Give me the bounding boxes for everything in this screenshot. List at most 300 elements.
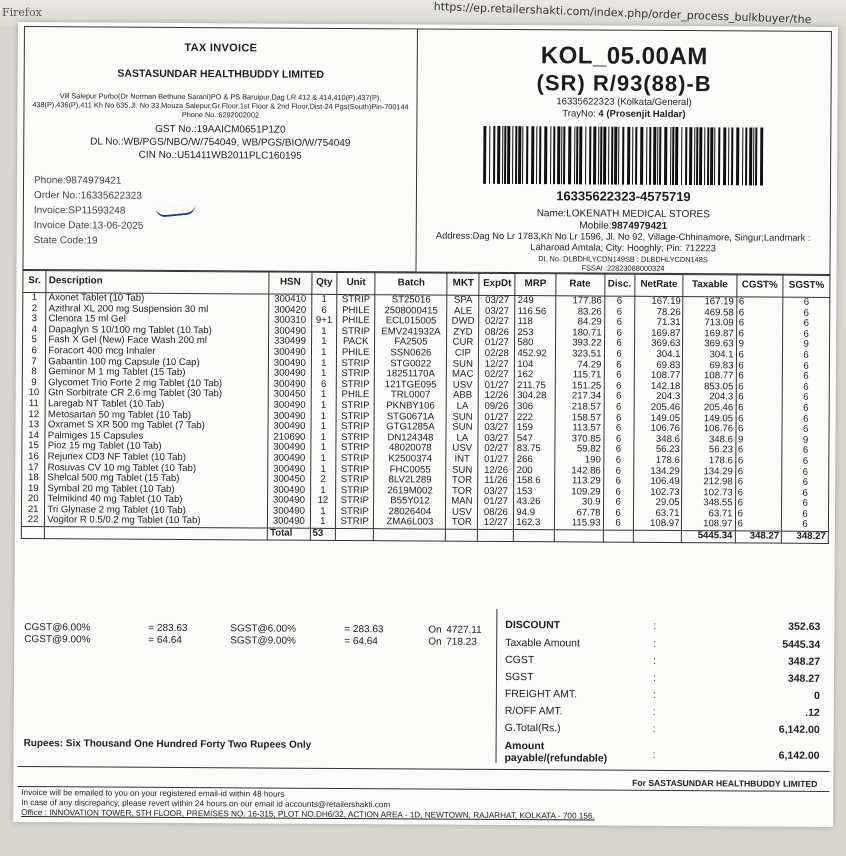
table-cell: FHC0055 xyxy=(374,465,446,476)
table-cell: 6 xyxy=(783,361,830,372)
buyer-mobile-value: 9874979421 xyxy=(611,220,668,232)
total-cell xyxy=(478,529,514,541)
table-cell: 63.71 xyxy=(682,509,735,520)
totals-row xyxy=(505,671,820,689)
barcode-bar xyxy=(593,127,596,185)
table-cell: 330499 xyxy=(269,337,312,348)
table-cell: 63.71 xyxy=(633,509,682,520)
table-cell: 300490 xyxy=(268,422,311,433)
table-cell: B55Y012 xyxy=(374,496,446,507)
table-cell: 12/27 xyxy=(479,359,515,370)
table-cell: 300490 xyxy=(268,496,311,507)
table-cell: 67.78 xyxy=(554,508,603,519)
totals-value: .12 xyxy=(805,706,820,719)
barcode-bar xyxy=(755,128,757,186)
column-header: CGST% xyxy=(736,275,783,297)
table-cell: 6 xyxy=(604,381,634,392)
table-cell: 6 xyxy=(735,477,782,488)
table-cell: 02/28 xyxy=(479,349,515,360)
table-cell: 1 xyxy=(310,464,336,475)
table-cell: 69.83 xyxy=(634,360,683,371)
table-cell: 6 xyxy=(603,466,633,477)
totals-value: 352.63 xyxy=(788,620,821,633)
column-header: Unit xyxy=(337,272,375,294)
barcode-bar xyxy=(614,127,617,185)
table-cell: 853.05 xyxy=(683,382,736,393)
table-cell: GTG1285A xyxy=(374,422,446,433)
barcode-bar xyxy=(515,126,517,184)
table-cell: 1 xyxy=(311,358,337,369)
tax-summary-cgst-label: CGST@9.00% xyxy=(24,634,91,646)
barcode-bar xyxy=(561,126,562,184)
table-cell: 84.29 xyxy=(555,317,604,328)
table-cell: 6 xyxy=(782,488,829,499)
tray-number xyxy=(417,107,830,121)
barcode-bar xyxy=(553,126,555,184)
totals-value: 348.27 xyxy=(787,655,821,668)
totals-label: SGST xyxy=(504,670,534,684)
table-cell: 02/27 xyxy=(479,317,515,328)
table-cell: 153 xyxy=(514,487,554,498)
table-cell: 348.6 xyxy=(634,434,683,445)
barcode-bar xyxy=(512,126,513,184)
totals-colon: : xyxy=(652,671,656,684)
table-cell: 102.73 xyxy=(682,488,735,499)
table-cell: 348.6 xyxy=(682,435,735,446)
barcode-bar xyxy=(723,127,726,185)
buyer-dl: DL No.:DLBDHLYCDN149SB : DLBDHLYCDN148S xyxy=(538,254,708,265)
invoice-number: Invoice:SP11593248 xyxy=(33,205,126,217)
table-cell: 167.19 xyxy=(683,297,736,308)
barcode-bar xyxy=(497,126,500,184)
column-header: Qty xyxy=(311,272,337,294)
table-cell: 6 xyxy=(736,414,783,425)
table-cell: STRIP xyxy=(336,464,374,475)
pen-underline xyxy=(155,204,196,218)
table-cell: 108.77 xyxy=(634,371,683,382)
table-cell: 6 xyxy=(603,455,633,466)
totals-label: G.Total(Rs.) xyxy=(504,721,561,735)
table-cell: 69.83 xyxy=(683,361,736,372)
barcode-bar xyxy=(670,127,671,185)
tax-summary-sgst-label: SGST@9.00% xyxy=(230,635,296,647)
table-cell: 17 xyxy=(22,463,45,474)
total-cell xyxy=(554,530,603,542)
barcode-bar xyxy=(742,127,743,185)
table-cell: STRIP xyxy=(336,359,374,370)
table-cell: STRIP xyxy=(336,380,374,391)
table-cell: 48020078 xyxy=(374,443,446,454)
barcode-bar xyxy=(526,126,528,184)
table-cell: 106.49 xyxy=(633,477,682,488)
table-cell: 6 xyxy=(783,372,830,383)
table-cell: STRIP xyxy=(336,486,374,497)
table-cell: 142.86 xyxy=(554,466,603,477)
table-cell: 300490 xyxy=(268,443,311,454)
table-cell: 08/26 xyxy=(479,328,515,339)
table-cell: 300490 xyxy=(268,464,311,475)
table-cell: 28026404 xyxy=(374,507,446,518)
table-cell: 12/27 xyxy=(478,518,514,529)
totals-row xyxy=(504,739,820,765)
barcode-bar xyxy=(563,126,565,184)
table-cell: Axonet Tablet (10 Tab) xyxy=(46,293,269,305)
table-cell: Azithral XL 200 mg Suspension 30 ml xyxy=(46,304,269,316)
table-cell: 6 xyxy=(736,403,783,414)
table-cell: SUN xyxy=(446,465,478,476)
table-cell: 304.28 xyxy=(515,391,555,402)
table-cell: 6 xyxy=(736,382,783,393)
table-cell: 300450 xyxy=(268,475,311,486)
column-header: Sr. xyxy=(23,271,46,293)
table-cell: 204.3 xyxy=(683,392,736,403)
table-cell: 142.18 xyxy=(634,382,683,393)
barcode-bar xyxy=(635,127,637,185)
barcode-bar xyxy=(557,126,560,184)
table-cell: Geminor M 1 mg Tablet (15 Tab) xyxy=(46,367,269,379)
barcode-bar xyxy=(603,127,606,185)
table-cell: K2500374 xyxy=(374,454,446,465)
table-cell: PACK xyxy=(337,337,375,348)
table-cell: 6 xyxy=(735,467,782,478)
order-region: 16335622323 (Kolkata/General) xyxy=(556,96,692,109)
barcode-bar xyxy=(710,127,713,185)
table-cell: 6 xyxy=(782,414,829,425)
total-cell xyxy=(633,530,682,542)
table-cell: 6 xyxy=(736,425,783,436)
table-cell: 178.6 xyxy=(633,456,682,467)
table-cell: STRIP xyxy=(336,496,374,507)
table-cell: 16 xyxy=(22,452,45,463)
barcode-bar xyxy=(672,127,674,185)
buyer-fssai: FSSAI :22823088000324 xyxy=(581,263,665,273)
barcode-bar xyxy=(539,126,541,184)
barcode-bar xyxy=(600,127,602,185)
table-cell: 1 xyxy=(311,348,337,359)
table-cell: 180.71 xyxy=(555,328,604,339)
barcode-bar xyxy=(544,126,547,184)
table-cell: 6 xyxy=(735,520,782,531)
table-cell: 03/27 xyxy=(479,295,515,306)
table-cell: SUN xyxy=(446,423,478,434)
table-cell: 134.29 xyxy=(633,466,682,477)
table-cell: LA xyxy=(446,433,478,444)
totals-row xyxy=(505,619,820,637)
table-cell: 6 xyxy=(736,372,783,383)
table-cell: 74.29 xyxy=(555,360,604,371)
totals-label: R/OFF AMT. xyxy=(504,704,563,718)
column-header: Disc. xyxy=(604,274,634,296)
tax-summary-sgst-val: = 64.64 xyxy=(344,636,378,648)
table-cell: 6 xyxy=(604,296,634,307)
column-header: Rate xyxy=(556,274,605,296)
table-cell: 210690 xyxy=(268,432,311,443)
table-cell: 13 xyxy=(22,420,45,431)
table-cell: 104 xyxy=(515,360,555,371)
table-cell: 9 xyxy=(736,340,783,351)
barcode-bar xyxy=(694,127,695,185)
table-cell: STRIP xyxy=(336,422,374,433)
total-cell xyxy=(21,527,44,539)
table-cell: 6 xyxy=(22,346,45,357)
totals-colon: : xyxy=(652,688,656,701)
barcode-bar xyxy=(704,127,705,185)
table-cell: 6 xyxy=(735,446,782,457)
seller-box xyxy=(22,26,417,272)
table-cell: 6 xyxy=(311,380,337,391)
table-cell: 6 xyxy=(782,393,829,404)
table-cell: 11 xyxy=(22,399,45,410)
table-cell: 1 xyxy=(310,454,336,465)
table-cell: 108.97 xyxy=(682,520,735,531)
barcode-number: 16335622323-4575719 xyxy=(556,188,691,205)
table-cell: 300310 xyxy=(269,316,312,327)
table-cell: 134.29 xyxy=(682,467,735,478)
table-cell: 8LV2L289 xyxy=(374,475,446,486)
table-cell: 83.26 xyxy=(555,307,604,318)
browser-url[interactable]: https://ep.retailershakti.com/index.php/order_process_bulkbuyer/the xyxy=(433,0,812,27)
table-cell: 6 xyxy=(604,318,634,329)
table-cell: 6 xyxy=(604,371,634,382)
barcode-bar xyxy=(718,127,720,185)
barcode-bar xyxy=(675,127,678,185)
table-cell: 158.6 xyxy=(514,476,554,487)
barcode-bar xyxy=(689,127,692,185)
barcode-bar xyxy=(507,126,510,184)
table-cell: 6 xyxy=(603,498,633,509)
table-cell: 547 xyxy=(514,434,554,445)
table-cell: 115.71 xyxy=(555,370,604,381)
table-cell: STRIP xyxy=(336,517,374,528)
seller-phone: Phone:9874979421 xyxy=(33,175,122,187)
barcode-bar xyxy=(550,126,551,184)
table-cell: STRIP xyxy=(336,443,374,454)
table-cell: 02/27 xyxy=(479,370,515,381)
table-cell: 11/26 xyxy=(478,476,514,487)
table-cell: PKNBY106 xyxy=(374,401,446,412)
table-cell: Symbal 20 mg Tablet (10 Tab) xyxy=(45,484,268,496)
table-cell: 08/26 xyxy=(478,508,514,519)
table-cell: Laregab NT Tablet (10 Tab) xyxy=(45,399,268,411)
table-cell: DN124348 xyxy=(374,433,446,444)
total-cell: 348.27 xyxy=(782,531,829,543)
total-cell xyxy=(603,530,633,542)
table-cell: 108.97 xyxy=(633,519,682,530)
totals-value: 5445.34 xyxy=(782,638,821,651)
table-cell: 6 xyxy=(604,350,634,361)
seller-gst: GST No.:19AAICM0651P1Z0 xyxy=(155,123,286,136)
table-cell: PHILE xyxy=(337,348,375,359)
table-cell: 300490 xyxy=(268,506,311,517)
table-cell: 323.51 xyxy=(555,349,604,360)
table-cell: 6 xyxy=(736,393,783,404)
table-cell: STG0022 xyxy=(375,359,447,370)
table-cell: 6 xyxy=(782,510,829,521)
table-cell: 300490 xyxy=(268,517,311,528)
table-cell: Foracort 400 mcg Inhaler xyxy=(46,346,269,358)
column-header: MKT xyxy=(447,273,479,295)
table-cell: 6 xyxy=(783,329,830,340)
table-cell: Gtn Sorbitrate CR 2.6 mg Tablet (30 Tab) xyxy=(46,389,269,401)
table-cell: 30.9 xyxy=(554,498,603,509)
table-cell: 01/27 xyxy=(479,338,515,349)
barcode-bar xyxy=(589,126,591,184)
table-cell: 106.76 xyxy=(634,424,683,435)
table-cell: 108.77 xyxy=(683,371,736,382)
table-cell: STRIP xyxy=(336,507,374,518)
barcode-bar xyxy=(585,126,586,184)
table-cell: 71.31 xyxy=(634,318,683,329)
totals-colon: : xyxy=(652,748,656,761)
table-cell: PHILE xyxy=(336,390,374,401)
totals-box xyxy=(495,609,828,765)
table-cell: 14 xyxy=(22,431,45,442)
table-cell: 300420 xyxy=(269,305,312,316)
table-cell: 151.25 xyxy=(555,381,604,392)
order-number: Order No.:16335622323 xyxy=(33,190,142,202)
table-cell: 6 xyxy=(735,488,782,499)
table-cell: Tri Glynase 2 mg Tablet (10 Tab) xyxy=(45,505,268,517)
barcode-bar xyxy=(659,127,661,185)
table-cell: 6 xyxy=(782,446,829,457)
state-code: State Code:19 xyxy=(33,235,98,247)
tax-summary-cgst-val: = 64.64 xyxy=(148,634,182,647)
route-line-1: KOL_05.00AM xyxy=(540,42,708,71)
barcode-bar xyxy=(568,126,571,184)
table-cell: CUR xyxy=(447,338,479,349)
table-cell: 6 xyxy=(736,350,783,361)
seller-meta xyxy=(34,173,144,249)
table-cell: 162 xyxy=(515,370,555,381)
table-cell: 22 xyxy=(21,515,44,526)
table-cell: 149.05 xyxy=(634,413,683,424)
table-cell: 6 xyxy=(603,519,633,530)
table-cell: 6 xyxy=(783,308,830,319)
table-cell: 212.98 xyxy=(682,477,735,488)
table-cell: 348.55 xyxy=(682,498,735,509)
totals-value: 6,142.00 xyxy=(778,723,820,736)
table-cell: MAC xyxy=(447,370,479,381)
table-cell: 6 xyxy=(603,487,633,498)
table-cell: 6 xyxy=(736,361,783,372)
barcode-bar xyxy=(760,128,763,186)
table-cell: 6 xyxy=(782,467,829,478)
buyer-name: Name:LOKENATH MEDICAL STORES xyxy=(536,208,710,221)
seller-cin: CIN No.:U51411WB2011PLC160195 xyxy=(138,149,302,162)
table-cell: 15 xyxy=(22,441,45,452)
barcode-bar xyxy=(622,127,624,185)
table-cell: 19 xyxy=(22,484,45,495)
column-header: MRP xyxy=(515,274,555,296)
table-cell: 59.82 xyxy=(555,445,604,456)
table-cell: 306 xyxy=(514,402,554,413)
table-cell: SSN0626 xyxy=(375,348,447,359)
barcode-bar xyxy=(611,127,613,185)
buyer-box xyxy=(416,28,831,275)
table-cell: EMV241932A xyxy=(375,327,447,338)
totals-value: 0 xyxy=(814,689,820,702)
barcode-bar xyxy=(707,127,709,185)
table-cell: 393.22 xyxy=(555,339,604,350)
invoice-date: Invoice Date:13-06-2025 xyxy=(33,220,144,232)
table-cell: 01/27 xyxy=(478,497,514,508)
table-cell: 1 xyxy=(310,507,336,518)
total-cell: 348.27 xyxy=(735,531,782,543)
table-cell: Vogitor R 0.5/0.2 mg Tablet (10 Tab) xyxy=(45,516,268,528)
table-cell: 102.73 xyxy=(633,487,682,498)
barcode-bar xyxy=(736,127,739,185)
totals-colon: : xyxy=(653,654,657,667)
barcode-bar xyxy=(574,126,575,184)
barcode-bar xyxy=(576,126,578,184)
table-cell: 6 xyxy=(604,413,634,424)
totals-label: Amount payable/(refundable) xyxy=(504,739,608,765)
table-cell: 211.75 xyxy=(515,381,555,392)
table-cell: STRIP xyxy=(336,369,374,380)
table-cell: 1 xyxy=(311,327,337,338)
tax-summary-on-val: 718.23 xyxy=(446,636,477,648)
table-cell: 2508000415 xyxy=(375,306,447,317)
table-cell: CIP xyxy=(447,349,479,360)
table-cell: 205.46 xyxy=(634,403,683,414)
table-cell: 167.19 xyxy=(634,296,683,307)
table-cell: 01/27 xyxy=(478,412,514,423)
tray-value: 4 (Prosenjit Haldar) xyxy=(598,108,686,121)
table-cell: 580 xyxy=(515,338,555,349)
footer-divider xyxy=(17,766,829,772)
table-cell: LA xyxy=(447,402,479,413)
table-cell: STG0671A xyxy=(374,412,446,423)
table-cell: 116.56 xyxy=(515,307,555,318)
barcode-bar xyxy=(536,126,537,184)
table-cell: 9 xyxy=(22,378,45,389)
barcode-bar xyxy=(483,126,486,184)
tax-summary-on-val: 4727.11 xyxy=(446,624,482,636)
table-cell: 300490 xyxy=(268,400,311,411)
barcode-bar xyxy=(598,127,599,185)
table-cell: USV xyxy=(446,507,478,518)
seller-address: Vill Salepur Purbo(Dr Norman Bethune Sarani)PO & PS Baruipur,Dag LR 412 & 414,410(P),437(P), 438(P),436(P),411 Kh No 635,Jl. No 33,Mouza Salepur,Gr.Floor,1st Floor & 2nd Floor,Dist-24 Pgs(South)Pin-700144 Phone No.:6292002002 xyxy=(32,91,409,120)
table-cell: 6 xyxy=(604,307,634,318)
table-cell: 03/27 xyxy=(478,487,514,498)
table-cell: 1 xyxy=(311,411,337,422)
table-cell: 6 xyxy=(603,508,633,519)
table-cell: 01/27 xyxy=(479,381,515,392)
table-cell: 6 xyxy=(783,297,830,308)
barcode-bar xyxy=(696,127,698,185)
tax-summary-sgst-label: SGST@6.00% xyxy=(230,623,297,635)
table-cell: STRIP xyxy=(336,411,374,422)
barcode-bar xyxy=(753,127,754,185)
table-cell: 1 xyxy=(311,294,337,305)
totals-colon: : xyxy=(652,705,656,718)
table-cell: TOR xyxy=(446,476,478,487)
table-cell: 113.29 xyxy=(554,476,603,487)
barcode-bar xyxy=(608,127,609,185)
table-cell: 469.58 xyxy=(683,308,736,319)
table-cell: 300490 xyxy=(269,369,312,380)
totals-row xyxy=(505,722,820,740)
tax-summary-on: On xyxy=(428,636,442,648)
total-cell xyxy=(335,529,373,541)
table-cell: 249 xyxy=(515,296,555,307)
total-cell xyxy=(45,527,268,540)
table-cell: FA2505 xyxy=(375,338,447,349)
table-cell: TOR xyxy=(446,518,478,529)
buyer-mobile-label: Mobile: xyxy=(579,220,612,232)
table-cell: 1 xyxy=(311,401,337,412)
route-line-2: (SR) R/93(88)-B xyxy=(536,70,712,97)
